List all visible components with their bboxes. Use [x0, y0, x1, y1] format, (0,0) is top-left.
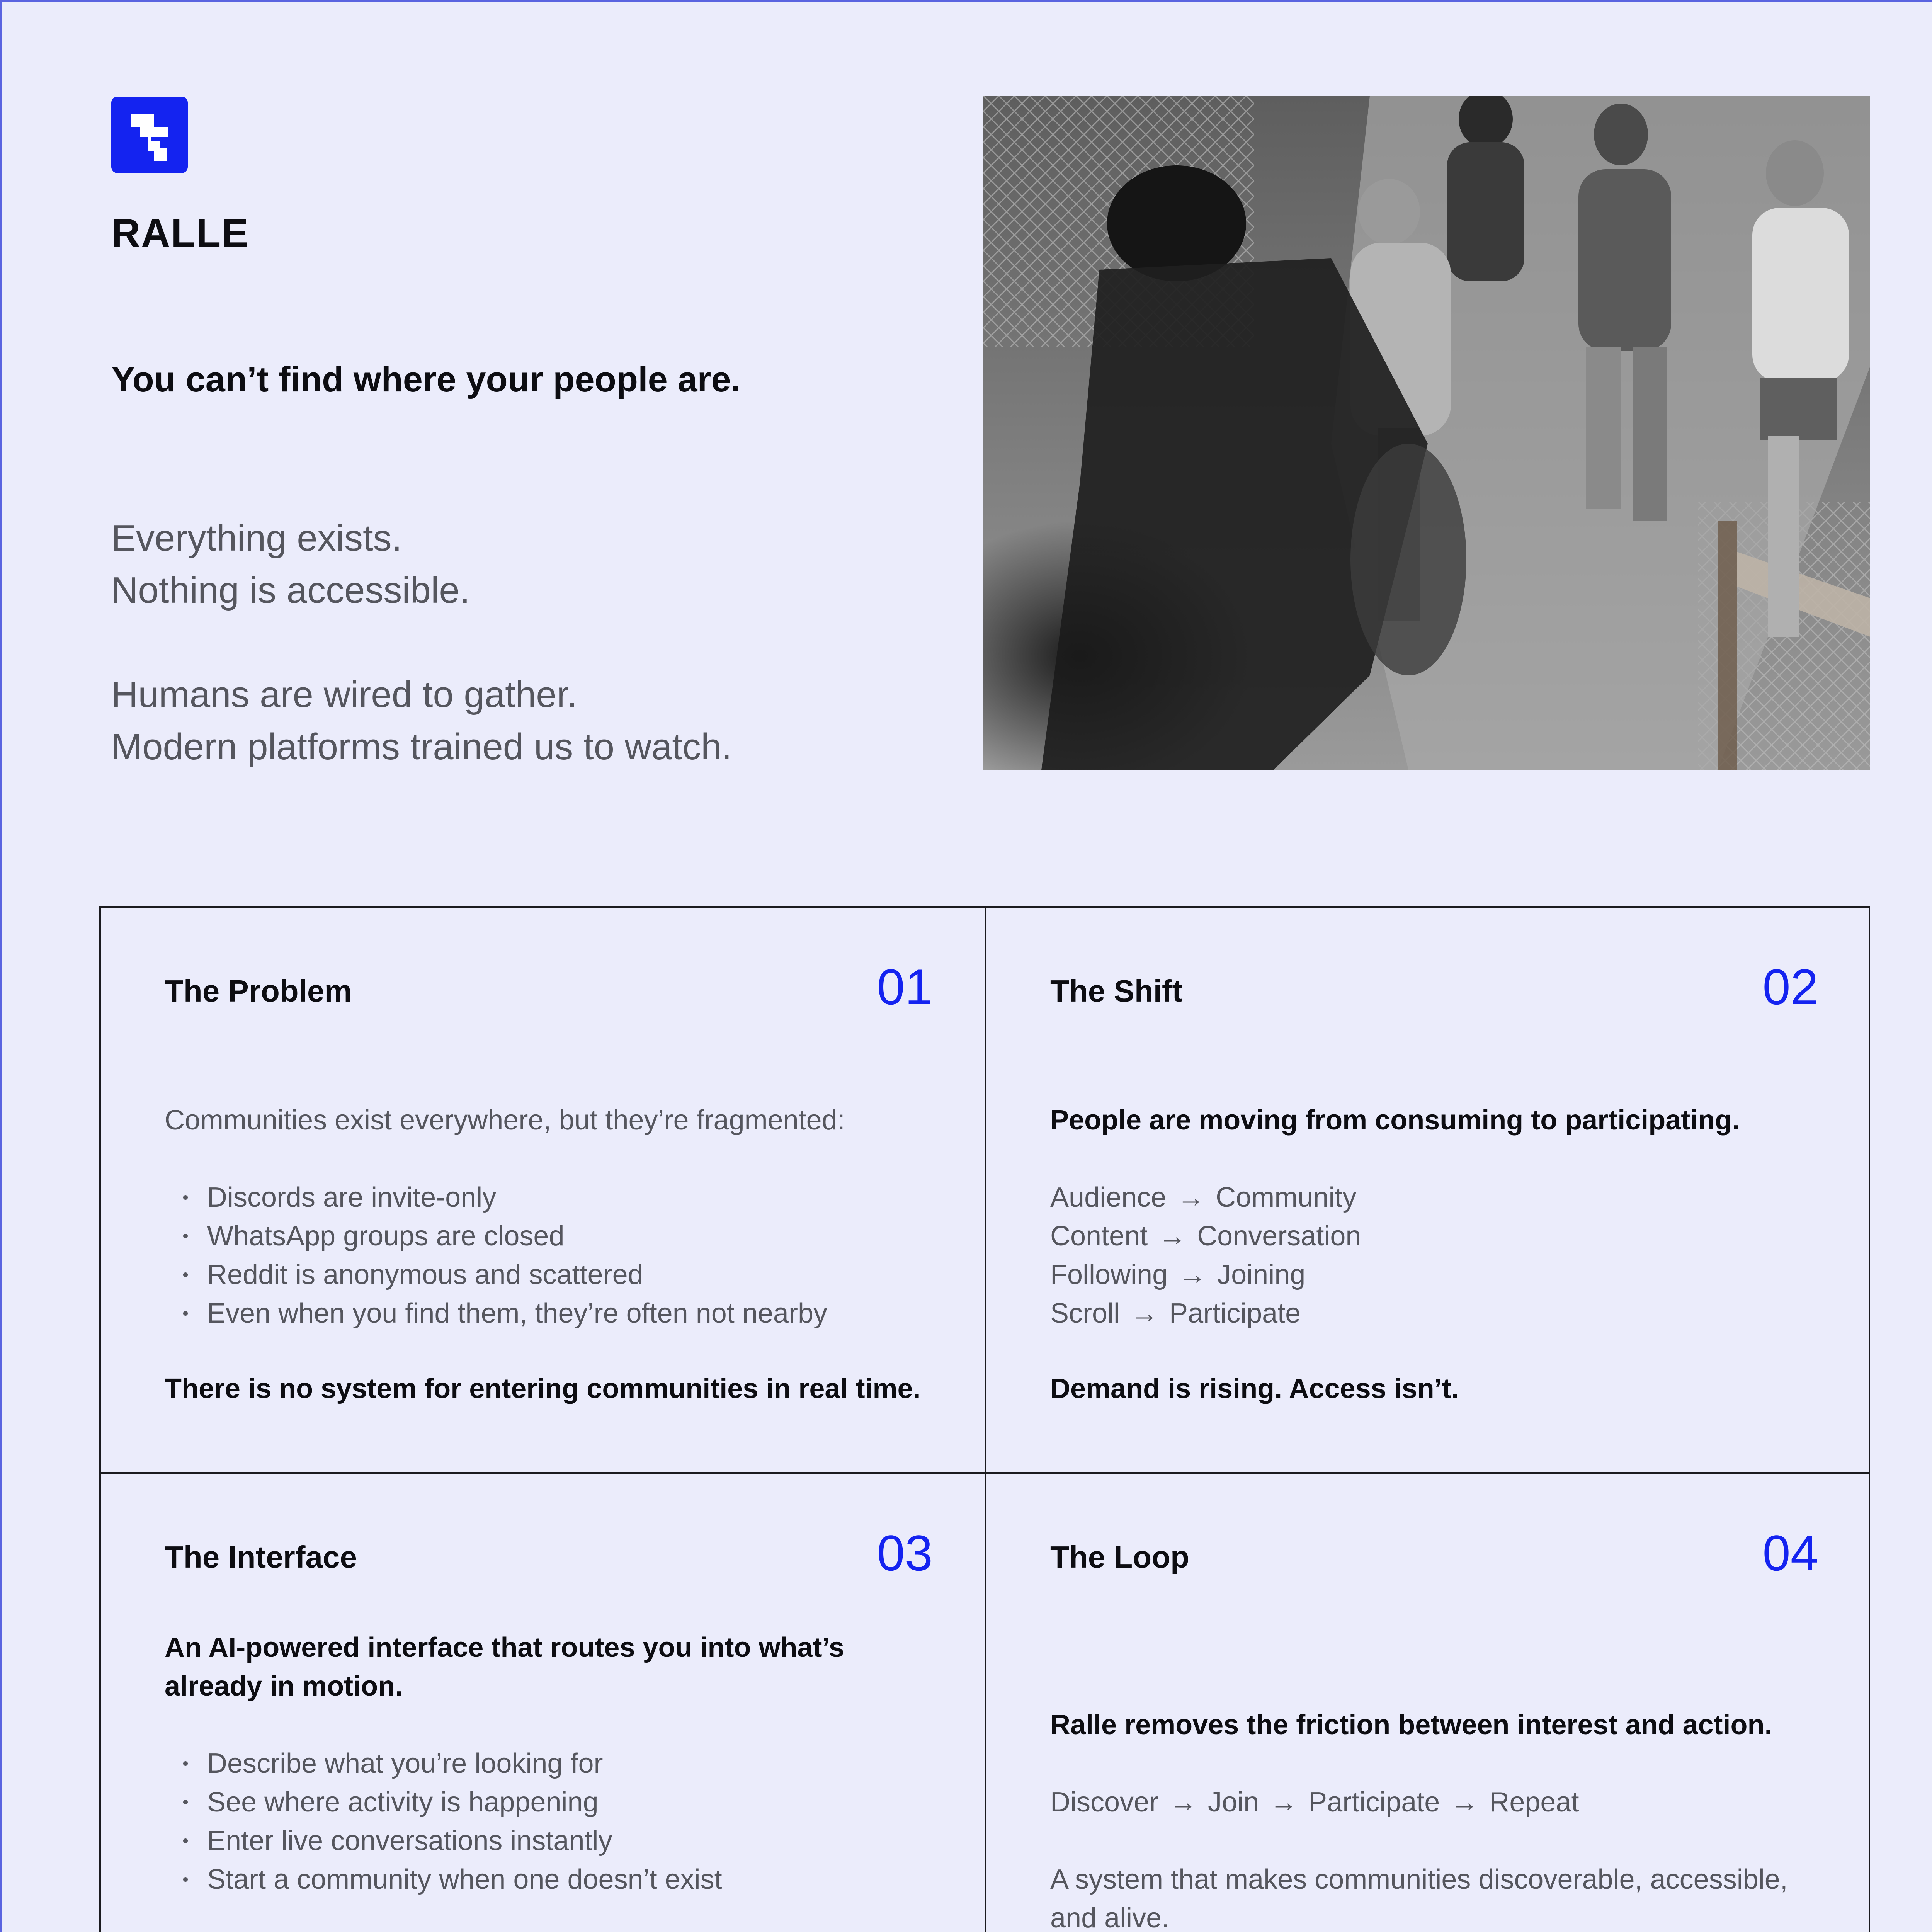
- shift-pair: [1050, 1178, 1361, 1217]
- cell-shift: [986, 908, 1871, 1472]
- list-item-text: Start a community when one doesn’t exist: [207, 1864, 722, 1895]
- loop-description: [1050, 1860, 1831, 1932]
- list-item-text: Even when you find them, they’re often not nearby: [207, 1298, 827, 1329]
- list-item-text: WhatsApp groups are closed: [207, 1221, 565, 1252]
- arrow-right-icon: →: [1179, 1259, 1207, 1290]
- arrow-right-icon: →: [1270, 1787, 1298, 1818]
- bullet-icon: [183, 1800, 188, 1804]
- cell-title: The Shift: [1050, 974, 1183, 1008]
- intro-line: Everything exists.: [111, 517, 402, 559]
- cell-intro: Ralle removes the friction between interest and action.: [1050, 1709, 1772, 1740]
- arrow-right-icon: →: [1158, 1221, 1187, 1252]
- shift-to: Conversation: [1197, 1221, 1361, 1252]
- loop-step: Participate: [1308, 1787, 1440, 1818]
- list-item: [165, 1217, 827, 1255]
- cell-intro-line: already in motion.: [165, 1671, 403, 1702]
- cell-title: The Loop: [1050, 1540, 1189, 1574]
- list-item-text: Discords are invite-only: [207, 1182, 497, 1213]
- cell-title: The Problem: [165, 974, 352, 1008]
- intro-paragraph: [111, 512, 923, 616]
- cell-intro-line: An AI-powered interface that routes you into what’s: [165, 1632, 844, 1663]
- bullet-icon: [183, 1234, 188, 1238]
- cell-number: 04: [1762, 1525, 1818, 1581]
- list-item-text: Reddit is anonymous and scattered: [207, 1259, 643, 1290]
- bullet-icon: [183, 1272, 188, 1277]
- intro-paragraph: [111, 668, 923, 773]
- list-item: [165, 1783, 722, 1821]
- runners-photo: [983, 96, 1870, 770]
- list-item-text: See where activity is happening: [207, 1787, 599, 1818]
- intro-line: Nothing is accessible.: [111, 570, 470, 611]
- cell-number: 01: [877, 959, 933, 1015]
- photo-runners: [983, 96, 1870, 770]
- list-item-text: Describe what you’re looking for: [207, 1748, 603, 1779]
- list-item: [165, 1255, 827, 1294]
- cell-number: 03: [877, 1525, 933, 1581]
- shift-to: Participate: [1169, 1298, 1301, 1329]
- brand-name: RALLE: [111, 211, 249, 256]
- list-item: [165, 1178, 827, 1217]
- shift-from: Scroll: [1050, 1298, 1120, 1329]
- bullet-list: [165, 1178, 827, 1333]
- bullet-icon: [183, 1311, 188, 1316]
- cell-intro: Communities exist everywhere, but they’re fragmented:: [165, 1105, 845, 1136]
- ralle-logo-icon: [111, 97, 188, 173]
- intro-line: Humans are wired to gather.: [111, 674, 577, 715]
- cell-title: The Interface: [165, 1540, 357, 1574]
- shift-to: Community: [1216, 1182, 1357, 1213]
- shift-pair: [1050, 1255, 1361, 1294]
- list-item: [165, 1860, 722, 1899]
- list-item: [165, 1821, 722, 1860]
- loop-description-line: and alive.: [1050, 1903, 1170, 1932]
- arrow-right-icon: →: [1451, 1787, 1479, 1818]
- bullet-icon: [183, 1761, 188, 1766]
- arrow-right-icon: →: [1177, 1182, 1205, 1213]
- bullet-icon: [183, 1195, 188, 1200]
- shift-pairs: [1050, 1178, 1361, 1333]
- cell-intro: People are moving from consuming to participating.: [1050, 1105, 1740, 1136]
- cell-number: 02: [1762, 959, 1818, 1015]
- shift-from: Following: [1050, 1259, 1168, 1290]
- cell-loop: [986, 1474, 1871, 1932]
- arrow-right-icon: →: [1131, 1298, 1159, 1329]
- cell-interface: [101, 1474, 985, 1932]
- shift-from: Content: [1050, 1221, 1148, 1252]
- loop-description-line: A system that makes communities discoverable, accessible,: [1050, 1864, 1788, 1895]
- intro-line: Modern platforms trained us to watch.: [111, 726, 732, 767]
- intro-text: [111, 512, 923, 773]
- cell-intro: [165, 1628, 945, 1706]
- cell-footer: There is no system for entering communities in real time.: [165, 1373, 921, 1404]
- shift-pair: [1050, 1217, 1361, 1255]
- loop-step: Discover: [1050, 1787, 1159, 1818]
- shift-pair: [1050, 1294, 1361, 1333]
- bullet-icon: [183, 1877, 188, 1882]
- loop-step: Repeat: [1489, 1787, 1579, 1818]
- ralle-logo-mark: [111, 97, 188, 173]
- loop-step: Join: [1208, 1787, 1259, 1818]
- loop-steps: [1050, 1783, 1831, 1821]
- bullet-icon: [183, 1838, 188, 1843]
- tagline: You can’t find where your people are.: [111, 360, 741, 399]
- cell-problem: [101, 908, 985, 1472]
- list-item-text: Enter live conversations instantly: [207, 1825, 612, 1856]
- shift-to: Joining: [1217, 1259, 1306, 1290]
- list-item: [165, 1294, 827, 1333]
- list-item: [165, 1744, 722, 1783]
- shift-from: Audience: [1050, 1182, 1167, 1213]
- cell-footer: Demand is rising. Access isn’t.: [1050, 1373, 1459, 1404]
- arrow-right-icon: →: [1169, 1787, 1197, 1818]
- info-grid: [99, 906, 1870, 1932]
- bullet-list: [165, 1744, 722, 1899]
